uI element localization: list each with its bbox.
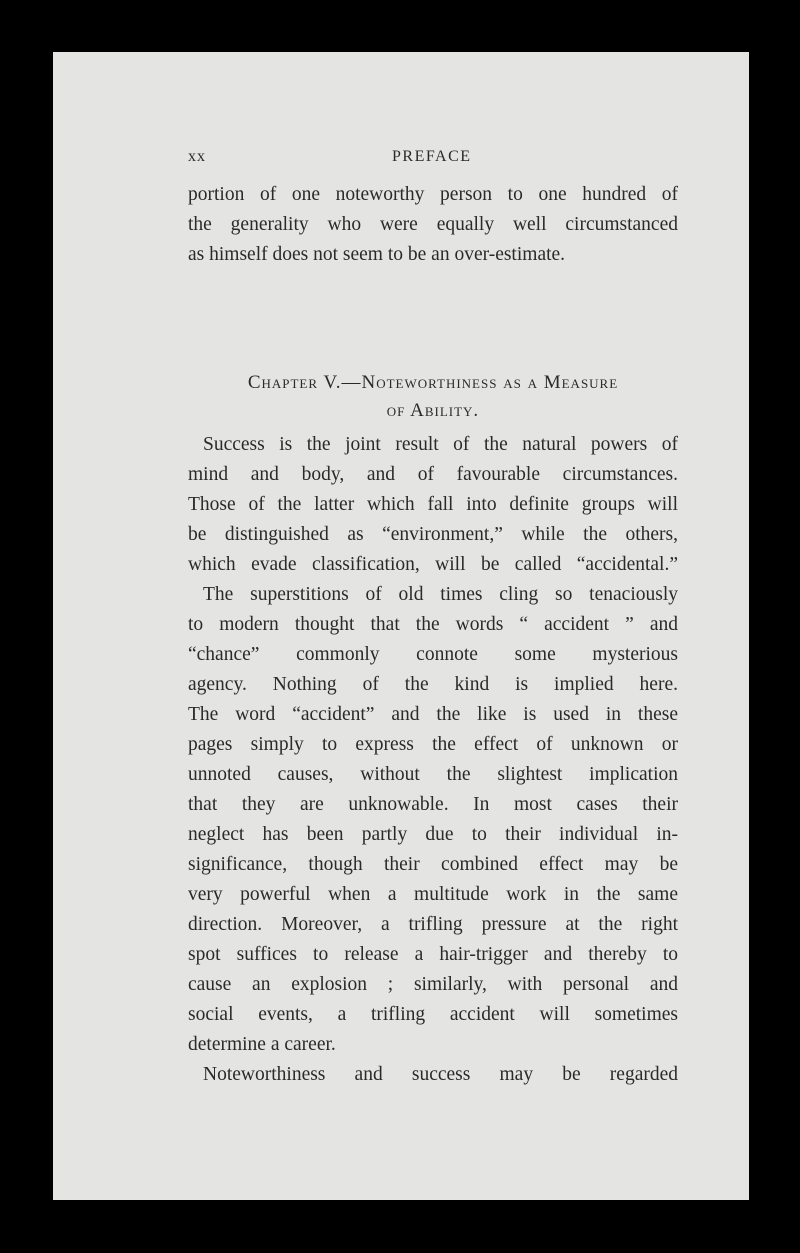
text-line: portion of one noteworthy person to one hundred of <box>188 184 678 205</box>
text-line: “chance” commonly connote some mysterious <box>188 644 678 665</box>
text-line: that they are unknowable. In most cases their <box>188 794 678 815</box>
text-line: Noteworthiness and success may be regarded <box>203 1064 678 1085</box>
page-header <box>188 148 708 172</box>
text-line: pages simply to express the effect of unknown or <box>188 734 678 755</box>
chapter-heading-line-2: of Ability. <box>386 400 480 421</box>
text-line: the generality who were equally well circumstanced <box>188 214 678 235</box>
text-line: significance, though their combined effect may be <box>188 854 678 875</box>
text-line: be distinguished as “environment,” while the others, <box>188 524 678 545</box>
text-line: unnoted causes, without the slightest implication <box>188 764 678 785</box>
text-line: cause an explosion ; similarly, with personal and <box>188 974 678 995</box>
chapter-heading-line-1: Chapter V.—Noteworthiness as a Measure <box>247 372 619 393</box>
text-line: The superstitions of old times cling so tenaciously <box>203 584 678 605</box>
text-line: Those of the latter which fall into definite groups will <box>188 494 678 515</box>
text-line: social events, a trifling accident will sometimes <box>188 1004 678 1025</box>
text-line: spot suffices to release a hair-trigger and thereby to <box>188 944 678 965</box>
text-line: determine a career. <box>188 1034 336 1055</box>
text-line: direction. Moreover, a trifling pressure at the right <box>188 914 678 935</box>
text-line: neglect has been partly due to their individual in- <box>188 824 678 845</box>
text-line: as himself does not seem to be an over-estimate. <box>188 244 566 265</box>
text-line: which evade classification, will be called “accidental.” <box>188 554 678 575</box>
text-line: to modern thought that the words “ accident ” and <box>188 614 678 635</box>
page-number: xx <box>188 148 206 165</box>
text-line: mind and body, and of favourable circumstances. <box>188 464 678 485</box>
text-line: The word “accident” and the like is used in these <box>188 704 678 725</box>
text-line: agency. Nothing of the kind is implied here. <box>188 674 678 695</box>
book-page <box>53 52 749 1200</box>
running-title: PREFACE <box>392 148 472 165</box>
text-line: Success is the joint result of the natural powers of <box>203 434 678 455</box>
text-line: very powerful when a multitude work in the same <box>188 884 678 905</box>
